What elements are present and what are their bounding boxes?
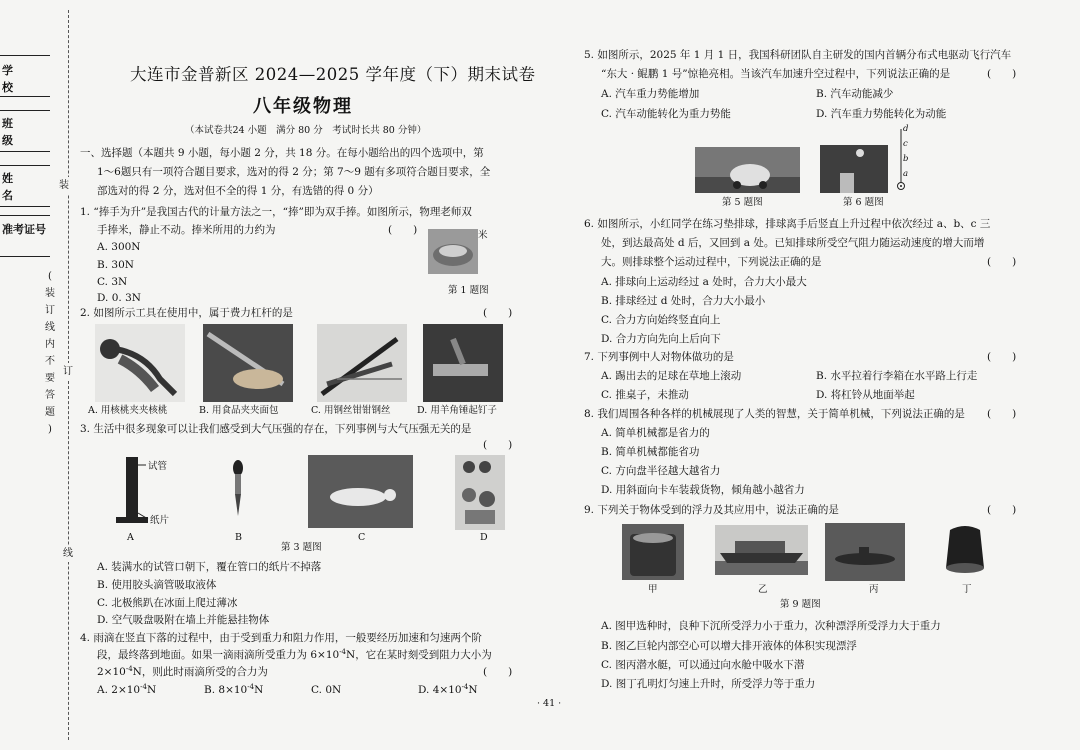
q2-text: 2. 如图所示工具在使用中，属于费力杠杆的是 — [80, 307, 293, 319]
q3-option-c[interactable]: C. 北极熊趴在冰面上爬过薄冰 — [97, 597, 238, 609]
q6-option-c[interactable]: C. 合力方向始终竖直向上 — [601, 314, 721, 326]
section1-intro-2: 1～6题只有一项符合题目要求，选对的得 2 分；第 7～9 题有多项符合题目要求，全 — [97, 166, 491, 178]
q5-option-d[interactable]: D. 汽车重力势能转化为动能 — [816, 108, 947, 120]
suction-cup-icon — [455, 455, 505, 530]
q9-fig-jia-label: 甲 — [648, 584, 658, 595]
binding-sidebar — [0, 0, 75, 750]
q2-option-c[interactable]: C. 用钢丝钳钳钢丝 — [311, 405, 391, 416]
q9-cruise-ship-photo — [715, 525, 808, 575]
q2-option-d[interactable]: D. 用羊角锤起钉子 — [417, 405, 497, 416]
q5-answer-bracket[interactable]: ( ) — [987, 68, 1017, 80]
q4-option-b[interactable]: B. $8\times 10^{-4}N$ — [204, 683, 264, 696]
q1-answer-bracket[interactable]: ( ) — [388, 224, 418, 236]
q7-answer-bracket[interactable]: ( ) — [987, 351, 1017, 363]
q2-nutcracker-photo — [95, 324, 185, 402]
polar-bear-icon — [308, 455, 413, 528]
school-field-box[interactable] — [0, 55, 50, 97]
q6-option-b[interactable]: B. 排球经过 d 处时，合力大小最小 — [601, 295, 766, 307]
q6-point-labels: d c b a — [903, 124, 909, 179]
q7-option-a[interactable]: A. 踢出去的足球在草地上滚动 — [601, 370, 742, 382]
margin-note: ( 装 订 线 内 不 要 答 题 ) — [45, 271, 55, 435]
q9-fig-ding-label: 丁 — [962, 584, 972, 595]
q3-option-b[interactable]: B. 使用胶头滴管吸取液体 — [97, 579, 217, 591]
q2-option-a[interactable]: A. 用核桃夹夹核桃 — [88, 405, 168, 416]
q9-option-a[interactable]: A. 图甲选种时，良种下沉所受浮力小于重力，次种漂浮所受浮力大于重力 — [601, 620, 941, 632]
exam-number-field-box[interactable] — [0, 215, 50, 257]
q3-fig-c-label: C — [358, 532, 366, 543]
q3-dropper-figure — [228, 458, 248, 523]
q3-polar-bear-photo — [308, 455, 413, 528]
class-field-label: 班 级 — [2, 117, 21, 148]
q2-wire-pliers-photo — [317, 324, 407, 402]
school-field-label: 学 校 — [2, 64, 21, 95]
hands-rice-icon — [428, 229, 478, 274]
exam-title: 大连市金普新区 2024—2025 学年度（下）期末试卷 — [130, 65, 536, 84]
q7-option-d[interactable]: D. 将杠铃从地面举起 — [816, 389, 915, 401]
q2-option-b[interactable]: B. 用食品夹夹面包 — [199, 405, 279, 416]
q8-text: 8. 我们周围各种各样的机械展现了人类的智慧，关于简单机械，下列说法正确的是 — [584, 408, 965, 420]
q9-caption: 第 9 题图 — [780, 599, 821, 610]
q3-text: 3. 生活中很多现象可以让我们感受到大气压强的存在，下列事例与大气压强无关的是 — [80, 423, 472, 435]
q3-suction-hooks-photo — [455, 455, 505, 530]
q6-option-d[interactable]: D. 合力方向先向上后向下 — [601, 333, 721, 345]
section1-intro-1: 一、选择题（本题共 9 小题，每小题 2 分，共 18 分。在每小题给出的四个选项中，第 — [80, 147, 484, 159]
q4-answer-bracket[interactable]: ( ) — [483, 666, 513, 678]
q9-fig-yi-label: 乙 — [758, 584, 768, 595]
q8-option-a[interactable]: A. 简单机械都是省力的 — [601, 427, 710, 439]
q5-option-c[interactable]: C. 汽车动能转化为重力势能 — [601, 108, 731, 120]
q3-test-tube-label: 试管 — [148, 461, 168, 472]
q5-option-b[interactable]: B. 汽车动能减少 — [816, 88, 894, 100]
q3-fig-b-label: B — [235, 532, 242, 543]
food-tongs-icon — [203, 324, 293, 402]
q8-option-b[interactable]: B. 简单机械都能省功 — [601, 446, 700, 458]
subject-title: 八年级物理 — [253, 96, 353, 117]
q8-option-d[interactable]: D. 用斜面向卡车装载货物，倾角越小越省力 — [601, 484, 805, 496]
q1-option-b[interactable]: B. 30N — [97, 259, 134, 271]
q6-volleyball-photo — [820, 145, 888, 193]
q3-fig-d-label: D — [480, 532, 488, 543]
binding-mark-3: 线 — [62, 545, 74, 562]
q3-paper-label: 纸片 — [150, 515, 170, 526]
q1-hands-photo — [428, 229, 478, 274]
q5-line2: “东大 · 鲲鹏 1 号”惊艳亮相。当该汽车加速升空过程中，下列说法正确的是 — [601, 68, 951, 80]
q8-option-c[interactable]: C. 方向盘半径越大越省力 — [601, 465, 721, 477]
q6-line1: 6. 如图所示，小红同学在练习垫排球，排球离手后竖直上升过程中依次经过 a、b、c 三 — [584, 218, 991, 230]
q7-text: 7. 下列事例中人对物体做功的是 — [584, 351, 734, 363]
q8-answer-bracket[interactable]: ( ) — [987, 408, 1017, 420]
q7-option-b[interactable]: B. 水平拉着行李箱在水平路上行走 — [816, 370, 978, 382]
wire-pliers-icon — [317, 324, 407, 402]
q4-option-a[interactable]: A. $2\times 10^{-4}N$ — [97, 683, 157, 696]
q6-caption: 第 6 题图 — [843, 197, 884, 208]
q6-line3: 大。则排球整个运动过程中，下列说法正确的是 — [601, 256, 822, 268]
claw-hammer-icon — [423, 324, 503, 402]
q4-line2: 段，最终落到地面。如果一滴雨滴所受重力为 $6\times 10^{-4}N$，它在某时刻受到阻力大小为 — [97, 648, 492, 661]
q9-sky-lantern-figure — [940, 522, 990, 582]
q1-option-a[interactable]: A. 300N — [97, 241, 141, 253]
section1-intro-3: 部选对的得 2 分，选对但不全的得 1 分，有选错的得 0 分） — [97, 185, 379, 197]
page-number: · 41 · — [537, 698, 562, 709]
q9-option-b[interactable]: B. 图乙巨轮内部空心可以增大排开液体的体积实现漂浮 — [601, 640, 857, 652]
q3-option-d[interactable]: D. 空气吸盘吸附在墙上并能悬挂物体 — [97, 614, 270, 626]
volleyball-player-icon — [820, 145, 888, 193]
exam-number-field-label: 准考证号 — [2, 223, 46, 236]
q1-option-c[interactable]: C. 3N — [97, 276, 128, 288]
submarine-icon — [825, 523, 905, 581]
q9-answer-bracket[interactable]: ( ) — [987, 504, 1017, 516]
q3-option-a[interactable]: A. 装满水的试管口朝下，覆在管口的纸片不掉落 — [97, 561, 322, 573]
q4-line3: $2\times 10^{-4}N$，则此时雨滴所受的合力为 — [97, 665, 268, 678]
q4-option-d[interactable]: D. $4\times 10^{-4}N$ — [418, 683, 478, 696]
class-field-box[interactable] — [0, 110, 50, 152]
q2-answer-bracket[interactable]: ( ) — [483, 307, 513, 319]
q1-rice-label: 米 — [478, 230, 488, 241]
flying-car-icon — [695, 147, 800, 193]
q9-option-c[interactable]: C. 图丙潜水艇，可以通过向水舱中吸水下潜 — [601, 659, 805, 671]
q6-answer-bracket[interactable]: ( ) — [987, 256, 1017, 268]
q9-option-d[interactable]: D. 图丁孔明灯匀速上升时，所受浮力等于重力 — [601, 678, 816, 690]
binding-mark-1: 装 — [58, 177, 70, 194]
nutcracker-icon — [95, 324, 185, 402]
q4-line1: 4. 雨滴在竖直下落的过程中，由于受到重力和阻力作用，一般要经历加速和匀速两个阶 — [80, 632, 482, 644]
name-field-label: 姓 名 — [2, 172, 21, 203]
q5-option-a[interactable]: A. 汽车重力势能增加 — [601, 88, 700, 100]
q3-answer-bracket[interactable]: ( ) — [483, 439, 513, 451]
q3-caption: 第 3 题图 — [281, 542, 322, 553]
q1-caption: 第 1 题图 — [448, 285, 489, 296]
q1-line1: 1. “捧手为升”是我国古代的计量方法之一，“捧”即为双手捧。如图所示，物理老师双 — [80, 206, 472, 218]
q1-line2: 手捧米，静止不动。捧米所用的力约为 — [97, 224, 276, 236]
q9-fig-bing-label: 丙 — [869, 584, 879, 595]
q9-seed-selection-photo — [622, 524, 684, 580]
seed-bucket-icon — [622, 524, 684, 580]
binding-mark-2: 订 — [62, 363, 74, 380]
q6-line2: 处，到达最高处 d 后，又回到 a 处。已知排球所受空气阻力随运动速度的增大而增 — [601, 237, 985, 249]
q9-submarine-photo — [825, 523, 905, 581]
q5-flying-car-photo — [695, 147, 800, 193]
q5-caption: 第 5 题图 — [722, 197, 763, 208]
q3-fig-a-label: A — [127, 532, 134, 543]
q1-option-d[interactable]: D. 0. 3N — [97, 292, 141, 304]
cruise-ship-icon — [715, 525, 808, 575]
name-field-box[interactable] — [0, 165, 50, 207]
exam-info: （本试卷共24 小题 满分 80 分 考试时长共 80 分钟） — [185, 125, 427, 136]
q9-text: 9. 下列关于物体受到的浮力及其应用中，说法正确的是 — [584, 504, 839, 516]
q2-food-tongs-photo — [203, 324, 293, 402]
q6-option-a[interactable]: A. 排球向上运动经过 a 处时，合力大小最大 — [601, 276, 807, 288]
q4-option-c[interactable]: C. 0N — [311, 684, 342, 696]
q7-option-c[interactable]: C. 推桌子，未推动 — [601, 389, 689, 401]
q5-line1: 5. 如图所示，2025 年 1 月 1 日，我国科研团队自主研发的国内首辆分布式电驱动飞行汽车 — [584, 49, 1012, 61]
q2-claw-hammer-photo — [423, 324, 503, 402]
